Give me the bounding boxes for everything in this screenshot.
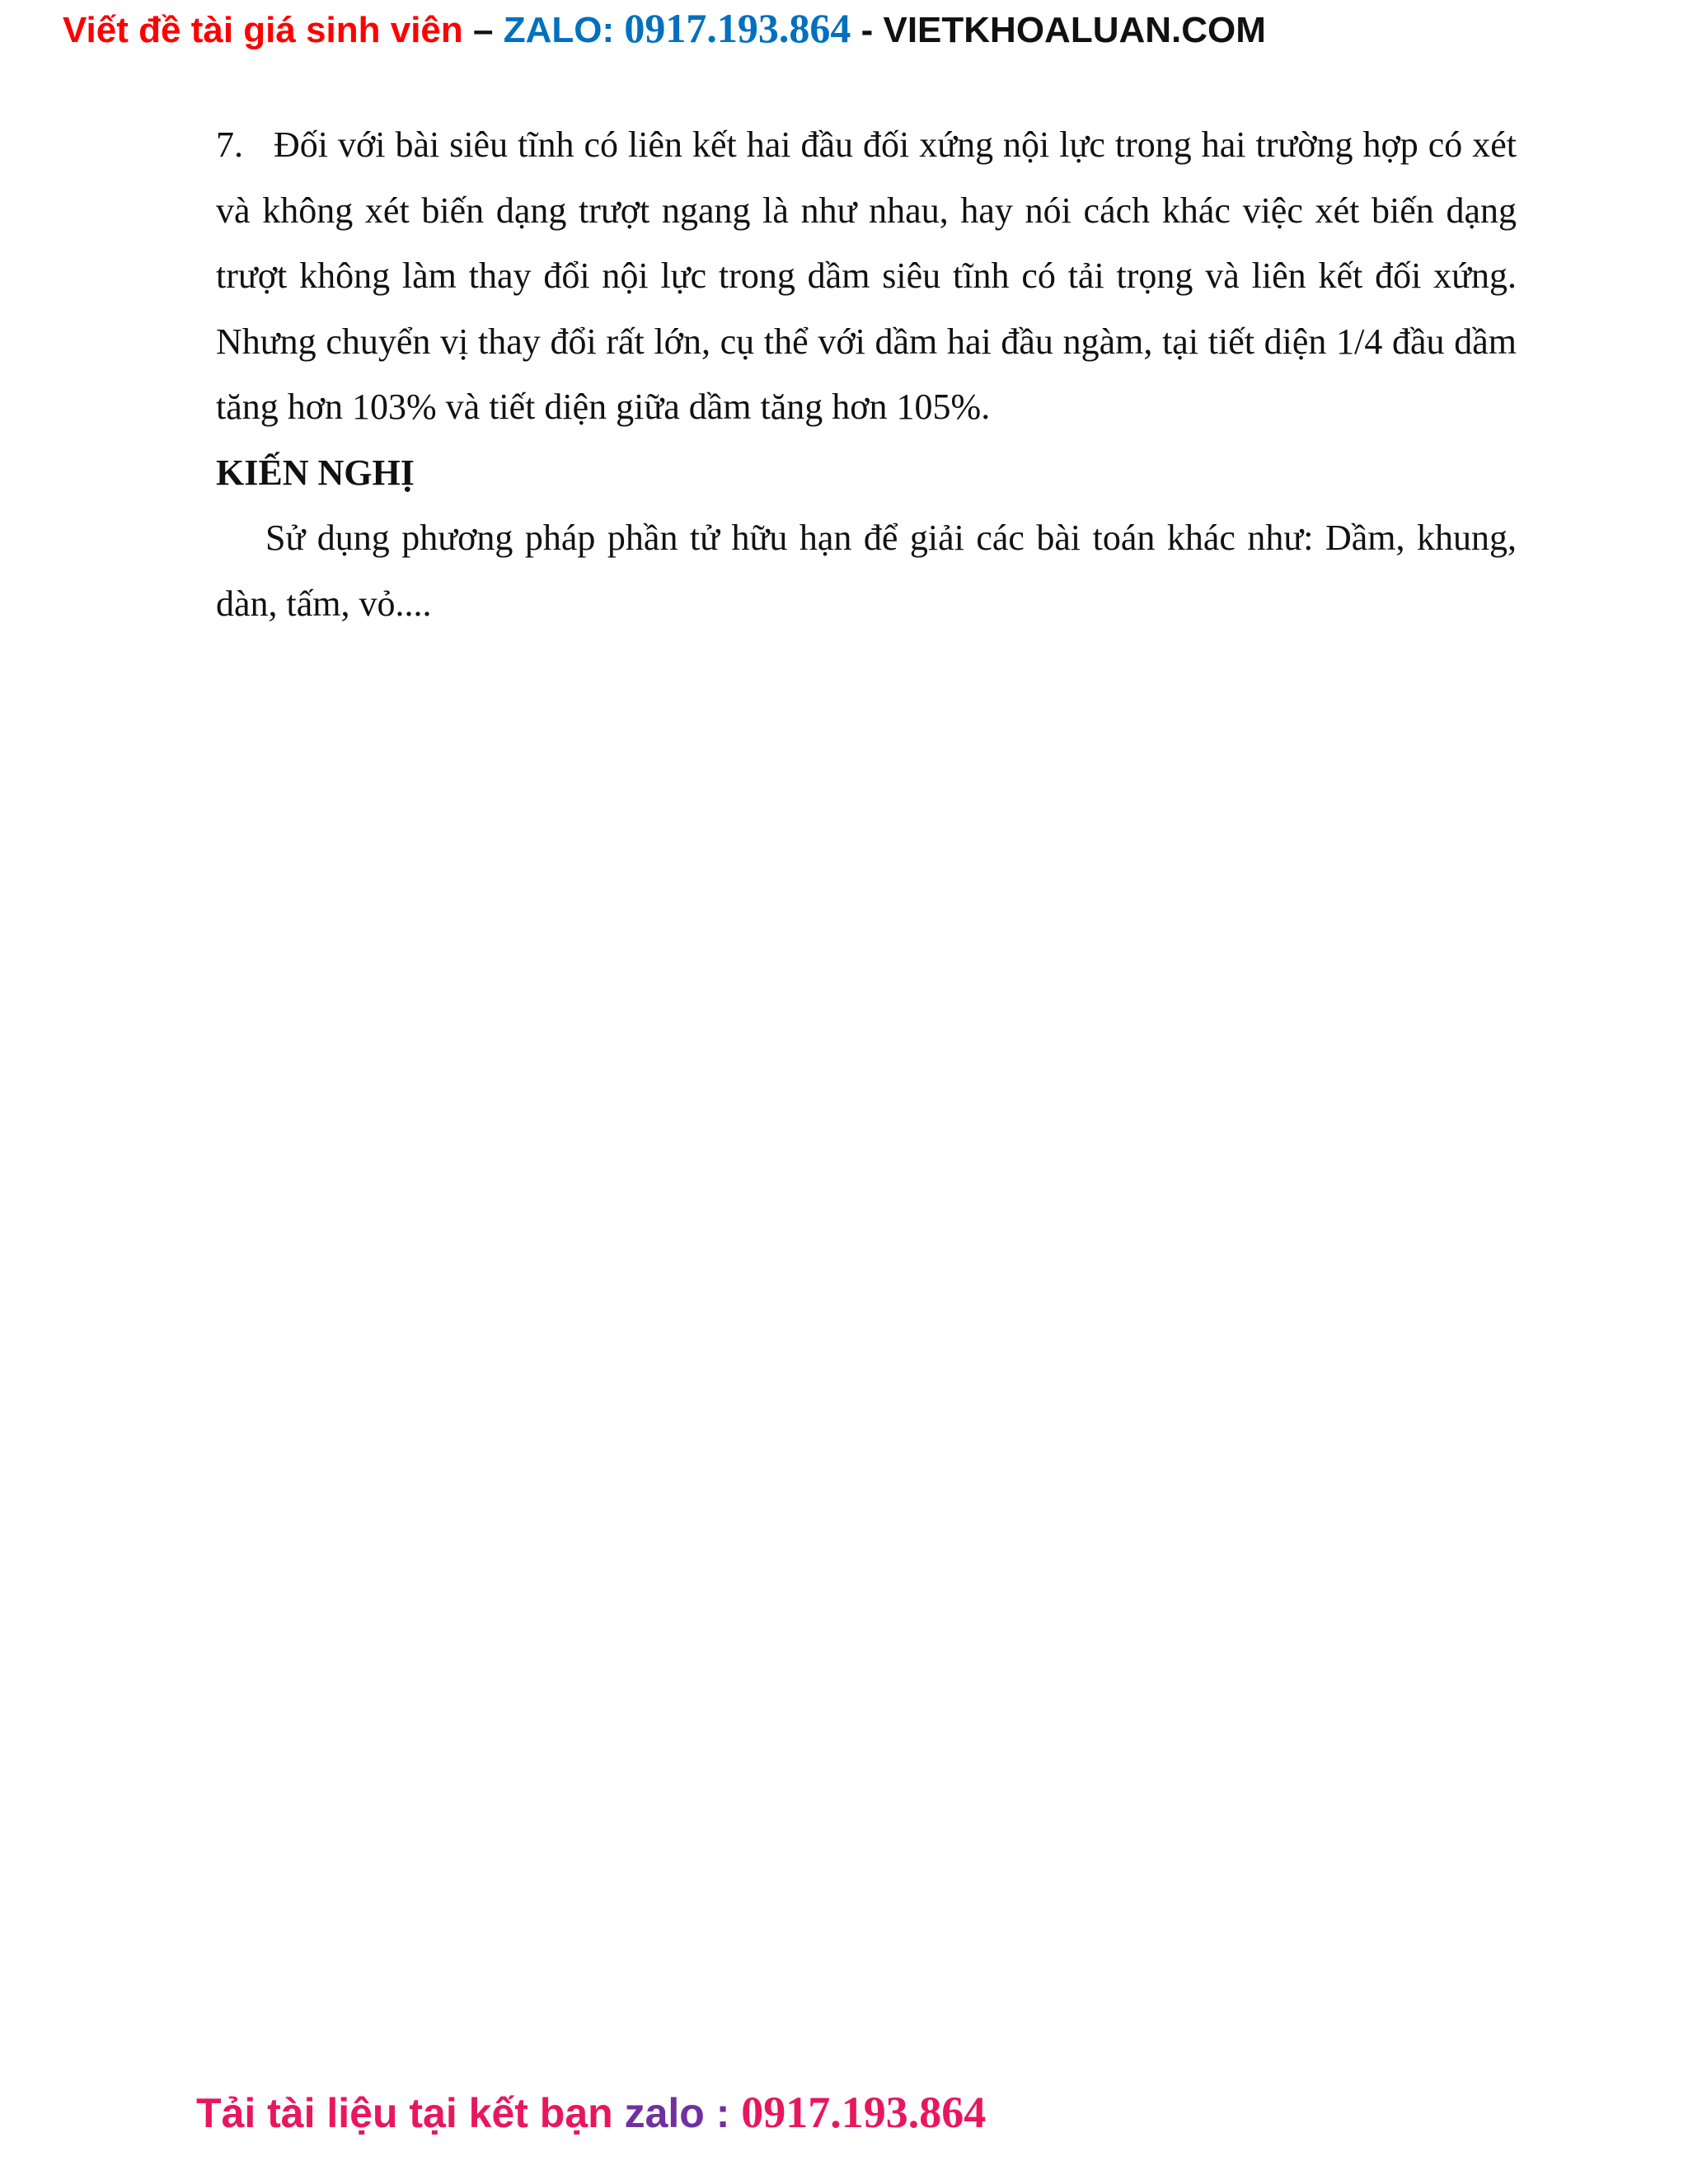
item-number: 7. — [216, 124, 243, 165]
footer-phone-number[interactable]: 0917.193.864 — [741, 2088, 987, 2137]
footer-banner — [196, 2083, 986, 2141]
footer-download-text: Tải tài liệu tại kết bạn — [196, 2090, 625, 2136]
header-phone-number[interactable]: 0917.193.864 — [624, 5, 851, 51]
conclusion-item-7 — [216, 112, 1517, 440]
recommendations-heading: KIẾN NGHỊ — [216, 452, 415, 493]
header-separator: – — [462, 10, 504, 50]
header-tagline: Viết đề tài giá sinh viên — [63, 10, 463, 50]
header-zalo-label: ZALO: — [503, 10, 625, 50]
header-banner — [63, 2, 1266, 54]
header-website-link[interactable]: VIETKHOALUAN.COM — [883, 10, 1266, 50]
item-text: Đối với bài siêu tĩnh có liên kết hai đầu đối xứng nội lực trong hai trường hợp có xét và không xét biến dạng trượt ngang là như nhau, hay nói cách khác việc xét biến dạng trượt không làm thay đổi nội lực trong dầm siêu tĩnh có tải trọng và liên kết đối xứng. Nhưng chuyển vị thay đổi rất lớn, cụ thể với dầm hai đầu ngàm, tại tiết diện 1/4 đầu dầm tăng hơn 103% và tiết diện giữa dầm tăng hơn 105%. — [216, 124, 1517, 427]
footer-zalo-label: zalo : — [624, 2090, 742, 2136]
document-body — [216, 112, 1517, 636]
header-separator-2: - — [851, 10, 884, 50]
recommendation-paragraph: Sử dụng phương pháp phần tử hữu hạn để giải các bài toán khác như: Dầm, khung, dàn, tấm, vỏ.... — [216, 518, 1517, 624]
